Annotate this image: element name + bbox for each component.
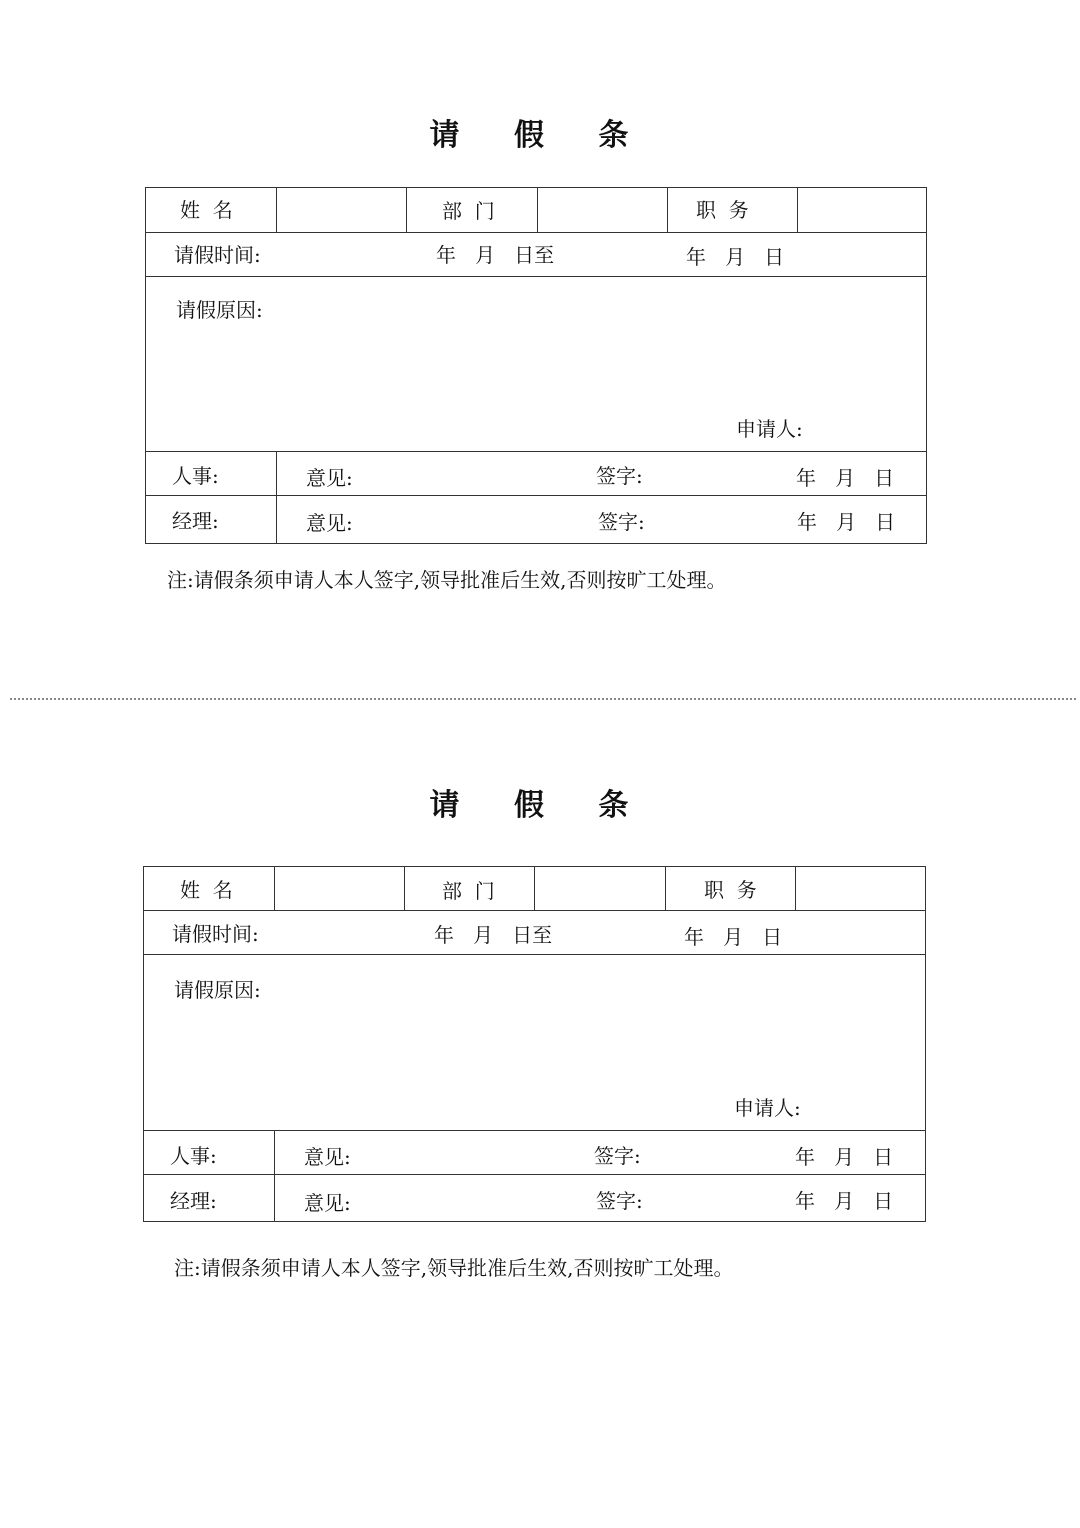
form-title: 请 假 条 xyxy=(429,788,651,823)
manager-label: 经理: xyxy=(172,509,219,533)
col-divider xyxy=(406,188,407,232)
leave-reason-label: 请假原因: xyxy=(174,978,261,1002)
col-divider xyxy=(795,867,796,910)
applicant-label: 申请人: xyxy=(734,1096,801,1120)
manager-date[interactable]: 年 月 日 xyxy=(795,1189,894,1213)
hr-label: 人事: xyxy=(170,1144,217,1168)
manager-sign-label[interactable]: 签字: xyxy=(598,510,645,534)
leave-form-table xyxy=(143,866,926,1222)
hr-label: 人事: xyxy=(172,464,219,488)
position-field[interactable] xyxy=(802,190,920,230)
name-field[interactable] xyxy=(280,869,398,908)
leave-period-from[interactable]: 年 月 日至 xyxy=(434,923,553,947)
position-field[interactable] xyxy=(800,869,918,908)
row-divider xyxy=(144,1130,925,1131)
name-label: 姓 名 xyxy=(180,198,233,222)
leave-form-table xyxy=(145,187,927,544)
row-divider xyxy=(146,451,926,452)
row-divider xyxy=(144,1174,925,1175)
leave-period-label: 请假时间: xyxy=(174,243,261,267)
hr-date[interactable]: 年 月 日 xyxy=(795,1145,894,1169)
name-label: 姓 名 xyxy=(180,878,233,902)
leave-period-to[interactable]: 年 月 日 xyxy=(684,925,783,949)
col-divider xyxy=(667,188,668,232)
department-field[interactable] xyxy=(540,869,658,908)
col-divider xyxy=(537,188,538,232)
department-label: 部 门 xyxy=(442,199,495,223)
form-note: 注:请假条须申请人本人签字,领导批准后生效,否则按旷工处理。 xyxy=(174,1256,734,1280)
hr-date[interactable]: 年 月 日 xyxy=(796,466,895,490)
manager-opinion-label[interactable]: 意见: xyxy=(306,511,353,535)
col-divider xyxy=(274,1130,275,1222)
position-label: 职 务 xyxy=(696,198,749,222)
col-divider xyxy=(404,867,405,910)
position-label: 职 务 xyxy=(704,878,757,902)
col-divider xyxy=(276,451,277,544)
hr-opinion-label[interactable]: 意见: xyxy=(304,1145,351,1169)
col-divider xyxy=(665,867,666,910)
col-divider xyxy=(534,867,535,910)
hr-sign-label[interactable]: 签字: xyxy=(594,1144,641,1168)
leave-period-label: 请假时间: xyxy=(172,922,259,946)
hr-opinion-label[interactable]: 意见: xyxy=(306,466,353,490)
manager-opinion-label[interactable]: 意见: xyxy=(304,1191,351,1215)
department-label: 部 门 xyxy=(442,879,495,903)
manager-label: 经理: xyxy=(170,1189,217,1213)
department-field[interactable] xyxy=(542,190,660,230)
applicant-label: 申请人: xyxy=(736,417,803,441)
row-divider xyxy=(146,232,926,233)
row-divider xyxy=(146,495,926,496)
manager-sign-label[interactable]: 签字: xyxy=(596,1189,643,1213)
leave-period-from[interactable]: 年 月 日至 xyxy=(436,243,555,267)
hr-sign-label[interactable]: 签字: xyxy=(596,464,643,488)
leave-reason-label: 请假原因: xyxy=(176,298,263,322)
col-divider xyxy=(274,867,275,910)
row-divider xyxy=(146,276,926,277)
row-divider xyxy=(144,910,925,911)
row-divider xyxy=(144,954,925,955)
name-field[interactable] xyxy=(282,190,400,230)
form-title: 请 假 条 xyxy=(429,118,651,153)
leave-period-to[interactable]: 年 月 日 xyxy=(686,245,785,269)
cut-line xyxy=(10,698,1076,700)
col-divider xyxy=(797,188,798,232)
form-note: 注:请假条须申请人本人签字,领导批准后生效,否则按旷工处理。 xyxy=(167,568,727,592)
manager-date[interactable]: 年 月 日 xyxy=(797,510,896,534)
col-divider xyxy=(276,188,277,232)
